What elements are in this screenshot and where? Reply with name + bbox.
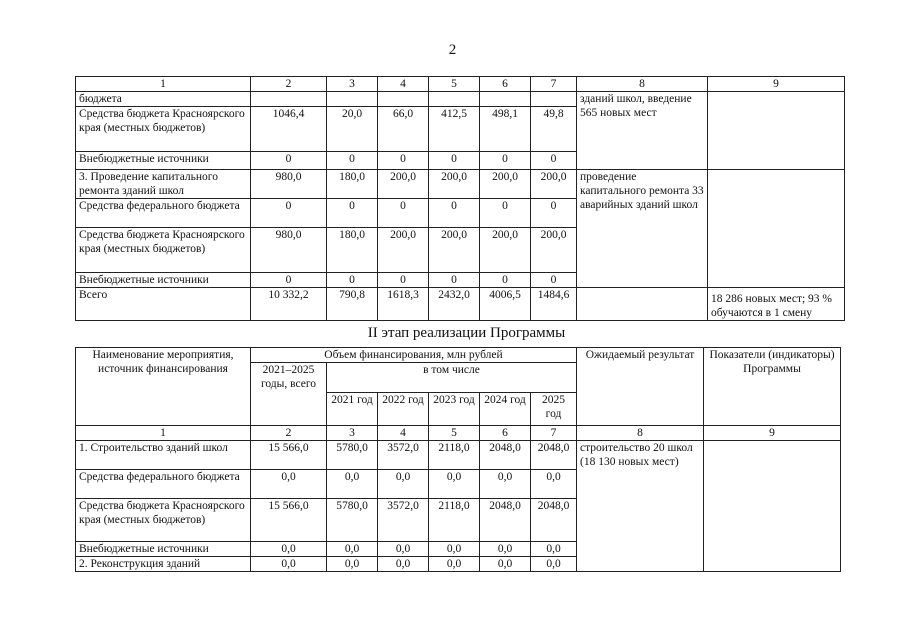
colnum: 9 <box>704 426 841 441</box>
colnum: 7 <box>531 426 577 441</box>
cell: 0 <box>378 199 429 228</box>
header-total: 2021–2025 годы, всего <box>251 363 327 426</box>
cell: 200,0 <box>378 228 429 273</box>
colnum: 8 <box>577 77 708 92</box>
cell: 980,0 <box>251 228 327 273</box>
cell: 1046,4 <box>251 107 327 152</box>
cell: 0,0 <box>251 557 327 572</box>
colnum: 3 <box>327 77 378 92</box>
cell: 2048,0 <box>480 441 531 470</box>
colnum: 3 <box>327 426 378 441</box>
cell <box>327 92 378 107</box>
indicator-total: 18 286 новых мест; 93 % обучаются в 1 смену <box>708 288 845 321</box>
section-title: II этап реализации Программы <box>367 325 566 341</box>
cell <box>378 92 429 107</box>
expected-result-b: проведение капитального ремонта 33 аварийных зданий школ <box>577 170 708 288</box>
cell <box>429 92 480 107</box>
cell: 0 <box>429 273 480 288</box>
cell: 0 <box>378 152 429 170</box>
cell: 0,0 <box>480 557 531 572</box>
cell: 2048,0 <box>480 499 531 542</box>
cell: 498,1 <box>480 107 531 152</box>
row-name: Всего <box>76 288 251 321</box>
colnum: 5 <box>429 77 480 92</box>
cell: 10 332,2 <box>251 288 327 321</box>
cell: 0 <box>429 199 480 228</box>
row-name: Внебюджетные источники <box>76 152 251 170</box>
indicator-a <box>708 92 845 170</box>
cell: 0 <box>327 199 378 228</box>
cell: 0 <box>531 199 577 228</box>
colnum: 9 <box>708 77 845 92</box>
cell: 0,0 <box>429 470 480 499</box>
cell: 0 <box>327 273 378 288</box>
colnum: 4 <box>378 426 429 441</box>
cell: 200,0 <box>378 170 429 199</box>
cell: 2048,0 <box>531 441 577 470</box>
header-year: 2022 год <box>378 393 429 426</box>
cell: 200,0 <box>429 170 480 199</box>
header-year: 2024 год <box>480 393 531 426</box>
row-name: 2. Реконструкция зданий <box>76 557 251 572</box>
cell: 0,0 <box>378 470 429 499</box>
row-name: 1. Строительство зданий школ <box>76 441 251 470</box>
header-year: 2025 год <box>531 393 577 426</box>
row-name: Средства федерального бюджета <box>76 199 251 228</box>
cell: 66,0 <box>378 107 429 152</box>
colnum: 1 <box>76 426 251 441</box>
indicator-1 <box>704 441 841 572</box>
column-number-row <box>76 426 841 441</box>
cell <box>480 92 531 107</box>
cell: 0 <box>429 152 480 170</box>
cell: 790,8 <box>327 288 378 321</box>
cell: 0,0 <box>429 542 480 557</box>
header-volume: Объем финансирования, млн рублей <box>251 348 577 363</box>
cell: 0 <box>251 152 327 170</box>
cell: 0,0 <box>429 557 480 572</box>
colnum: 2 <box>251 77 327 92</box>
cell: 0,0 <box>378 557 429 572</box>
cell: 15 566,0 <box>251 499 327 542</box>
cell: 0 <box>378 273 429 288</box>
page-number: 2 <box>448 42 457 58</box>
cell: 2118,0 <box>429 499 480 542</box>
cell: 15 566,0 <box>251 441 327 470</box>
table-row <box>76 92 845 107</box>
cell: 0 <box>480 273 531 288</box>
cell <box>251 92 327 107</box>
column-number-row <box>76 77 845 92</box>
colnum: 2 <box>251 426 327 441</box>
expected-result-a: зданий школ, введение 565 новых мест <box>577 92 708 170</box>
cell: 200,0 <box>531 170 577 199</box>
indicator-b <box>708 170 845 288</box>
cell: 0,0 <box>531 542 577 557</box>
funding-table-stage-1 <box>75 76 845 321</box>
cell: 980,0 <box>251 170 327 199</box>
cell: 4006,5 <box>480 288 531 321</box>
cell: 200,0 <box>429 228 480 273</box>
cell: 0 <box>251 273 327 288</box>
header-indicators: Показатели (индикаторы) Программы <box>704 348 841 426</box>
cell: 5780,0 <box>327 499 378 542</box>
cell: 200,0 <box>480 228 531 273</box>
cell: 0 <box>531 152 577 170</box>
cell: 0,0 <box>531 557 577 572</box>
funding-table-stage-2 <box>75 347 841 572</box>
cell: 3572,0 <box>378 441 429 470</box>
cell: 20,0 <box>327 107 378 152</box>
table-row <box>76 441 841 470</box>
cell: 0,0 <box>327 557 378 572</box>
cell: 180,0 <box>327 228 378 273</box>
cell: 200,0 <box>531 228 577 273</box>
colnum: 5 <box>429 426 480 441</box>
cell: 49,8 <box>531 107 577 152</box>
header-result: Ожидаемый результат <box>577 348 704 426</box>
cell: 0,0 <box>480 470 531 499</box>
row-name: Внебюджетные источники <box>76 542 251 557</box>
colnum: 7 <box>531 77 577 92</box>
cell: 0,0 <box>251 542 327 557</box>
row-name: Средства федерального бюджета <box>76 470 251 499</box>
cell: 2048,0 <box>531 499 577 542</box>
row-name: 3. Проведение капитального ремонта зданий школ <box>76 170 251 199</box>
cell: 1484,6 <box>531 288 577 321</box>
cell: 0,0 <box>327 470 378 499</box>
cell: 2432,0 <box>429 288 480 321</box>
header-year: 2023 год <box>429 393 480 426</box>
row-name: Внебюджетные источники <box>76 273 251 288</box>
cell: 0 <box>327 152 378 170</box>
cell: 0 <box>531 273 577 288</box>
expected-result-total <box>577 288 708 321</box>
row-name: Средства бюджета Красноярского края (местных бюджетов) <box>76 499 251 542</box>
cell: 200,0 <box>480 170 531 199</box>
cell: 0,0 <box>327 542 378 557</box>
cell: 0 <box>480 152 531 170</box>
row-name: Средства бюджета Красноярского края (местных бюджетов) <box>76 228 251 273</box>
cell: 0,0 <box>480 542 531 557</box>
cell: 3572,0 <box>378 499 429 542</box>
total-row <box>76 288 845 321</box>
row-name: бюджета <box>76 92 251 107</box>
cell: 0,0 <box>378 542 429 557</box>
header-name: Наименование мероприятия, источник финансирования <box>76 348 251 426</box>
cell: 2118,0 <box>429 441 480 470</box>
table-row <box>76 170 845 199</box>
cell: 180,0 <box>327 170 378 199</box>
colnum: 6 <box>480 426 531 441</box>
row-name: Средства бюджета Красноярского края (местных бюджетов) <box>76 107 251 152</box>
cell: 412,5 <box>429 107 480 152</box>
cell: 0,0 <box>531 470 577 499</box>
header-year: 2021 год <box>327 393 378 426</box>
colnum: 1 <box>76 77 251 92</box>
cell <box>531 92 577 107</box>
cell: 1618,3 <box>378 288 429 321</box>
cell: 0,0 <box>251 470 327 499</box>
colnum: 6 <box>480 77 531 92</box>
colnum: 4 <box>378 77 429 92</box>
colnum: 8 <box>577 426 704 441</box>
cell: 0 <box>480 199 531 228</box>
header-incl: в том числе <box>327 363 577 393</box>
expected-result-1: строительство 20 школ (18 130 новых мест) <box>577 441 704 572</box>
cell: 5780,0 <box>327 441 378 470</box>
cell: 0 <box>251 199 327 228</box>
